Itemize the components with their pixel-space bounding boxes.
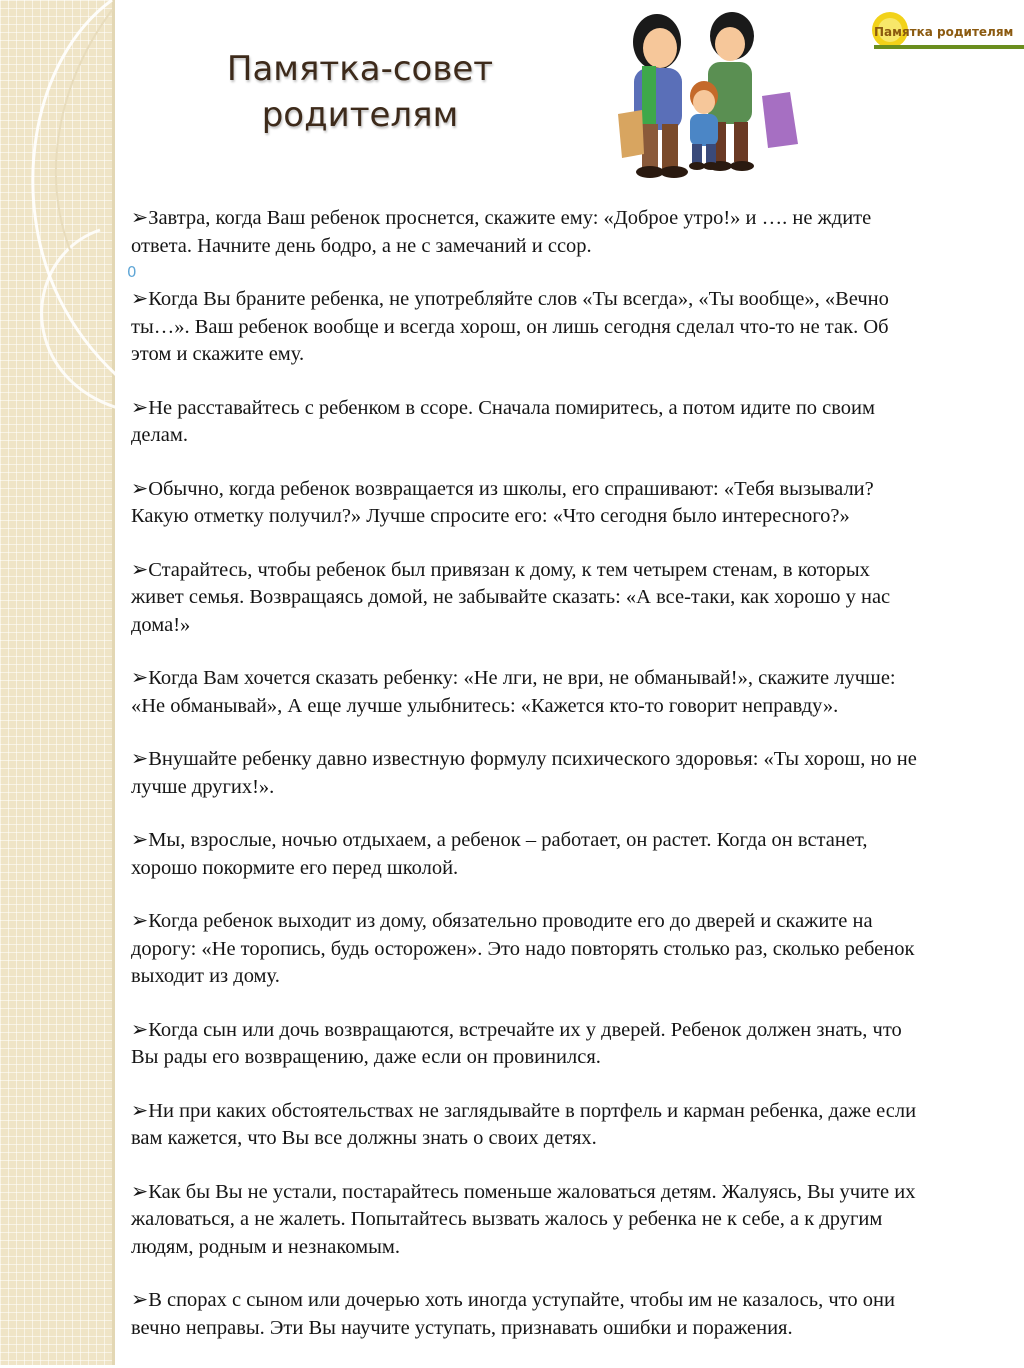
title-line-2: родителям [261, 95, 459, 135]
arrow-bullet-icon: ➢ [131, 396, 149, 419]
tip-item [131, 205, 1011, 260]
page-title [200, 46, 520, 138]
tip-item [131, 1098, 1011, 1153]
tip-text: В спорах с сыном или дочерью хоть иногда уступайте, чтобы им не казалось, что они вечно неправы. Эти Вы научите уступать, признавать ошибки и поражения. [131, 1289, 895, 1339]
family-shopping-illustration [612, 4, 812, 184]
arrow-bullet-icon: ➢ [131, 1289, 149, 1311]
badge-underline [874, 45, 1024, 49]
title-line-1: Памятка-совет [226, 49, 494, 89]
arrow-bullet-icon: ➢ [131, 1018, 149, 1041]
tip-item [131, 827, 1011, 882]
arrow-bullet-icon: ➢ [131, 829, 149, 851]
arrow-bullet-icon: ➢ [131, 748, 149, 770]
tip-text: Ни при каких обстоятельствах не заглядывайте в портфель и карман ребенка, даже если вам кажется, что Вы все должны знать о своих детях. [131, 1099, 917, 1149]
badge-label: Памятка родителям [874, 25, 1014, 39]
tip-text: Обычно, когда ребенок возвращается из школы, его спрашивают: «Тебя вызывали? Какую отметку получил?» Лучше спросите его: «Что сегодня было интересного?» [131, 477, 874, 527]
arrow-bullet-icon: ➢ [131, 667, 149, 689]
arrow-bullet-icon: ➢ [131, 558, 149, 581]
tip-item [131, 1287, 1011, 1342]
tip-item [131, 476, 1011, 531]
tip-item [131, 746, 1011, 801]
arrow-bullet-icon: ➢ [131, 1180, 149, 1203]
tip-text: Когда сын или дочь возвращаются, встречайте их у дверей. Ребенок должен знать, что Вы рады его возвращению, даже если он провинился. [131, 1018, 902, 1068]
tip-item [131, 395, 1011, 450]
tip-text: Мы, взрослые, ночью отдыхаем, а ребенок – работает, он растет. Когда он встанет, хорошо покормите его перед школой. [131, 829, 868, 879]
arrow-bullet-icon: ➢ [131, 477, 149, 500]
tip-text: Завтра, когда Ваш ребенок проснется, скажите ему: «Доброе утро!» и …. не ждите ответа. Начните день бодро, а не с замечаний и ссор. [131, 207, 872, 257]
tip-text: Старайтесь, чтобы ребенок был привязан к дому, к тем четырем стенам, в которых живет семья. Возвращаясь домой, не забывайте сказать: «А все-таки, как хорошо у нас дома!» [131, 558, 891, 636]
tip-item [131, 908, 1011, 991]
tip-item [131, 286, 1011, 369]
tip-item [131, 1179, 1011, 1262]
tip-text: Не расставайтесь с ребенком в ссоре. Сначала помиритесь, а потом идите по своим делам. [131, 396, 875, 446]
arrow-bullet-icon: ➢ [131, 288, 149, 310]
tip-item [131, 1017, 1011, 1072]
tip-item [131, 665, 1011, 720]
tip-text: Когда ребенок выходит из дому, обязательно проводите его до дверей и скажите на дорогу: «Не торопись, будь осторожен». Это надо повторять столько раз, сколько ребенок выходит из дому. [131, 910, 915, 987]
arrow-bullet-icon: ➢ [131, 1099, 149, 1122]
page-marker: 0 [127, 263, 137, 281]
tip-text: Как бы Вы не устали, постарайтесь поменьше жаловаться детям. Жалуясь, Вы учите их жаловаться, а не жалеть. Попытайтесь вызвать жалось у ребенка не к себе, а к другим людям, родным и незнакомым. [131, 1180, 916, 1258]
tip-text: Когда Вы браните ребенка, не употребляйте слов «Ты всегда», «Ты вообще», «Вечно ты…». Ваш ребенок вообще и всегда хорош, он лишь сегодня сделал что-то не так. Об этом и скажите ему. [131, 288, 889, 365]
tip-text: Когда Вам хочется сказать ребенку: «Не лги, не ври, не обманывай!», скажите лучше: «Не обманывай», А еще лучше улыбнитесь: «Кажется кто-то говорит неправду». [131, 667, 896, 717]
tip-item [131, 557, 1011, 640]
tip-text: Внушайте ребенку давно известную формулу психического здоровья: «Ты хорош, но не лучше других!». [131, 748, 917, 798]
tips-list [131, 205, 1011, 1368]
arrow-bullet-icon: ➢ [131, 910, 149, 932]
arrow-bullet-icon: ➢ [131, 207, 149, 229]
